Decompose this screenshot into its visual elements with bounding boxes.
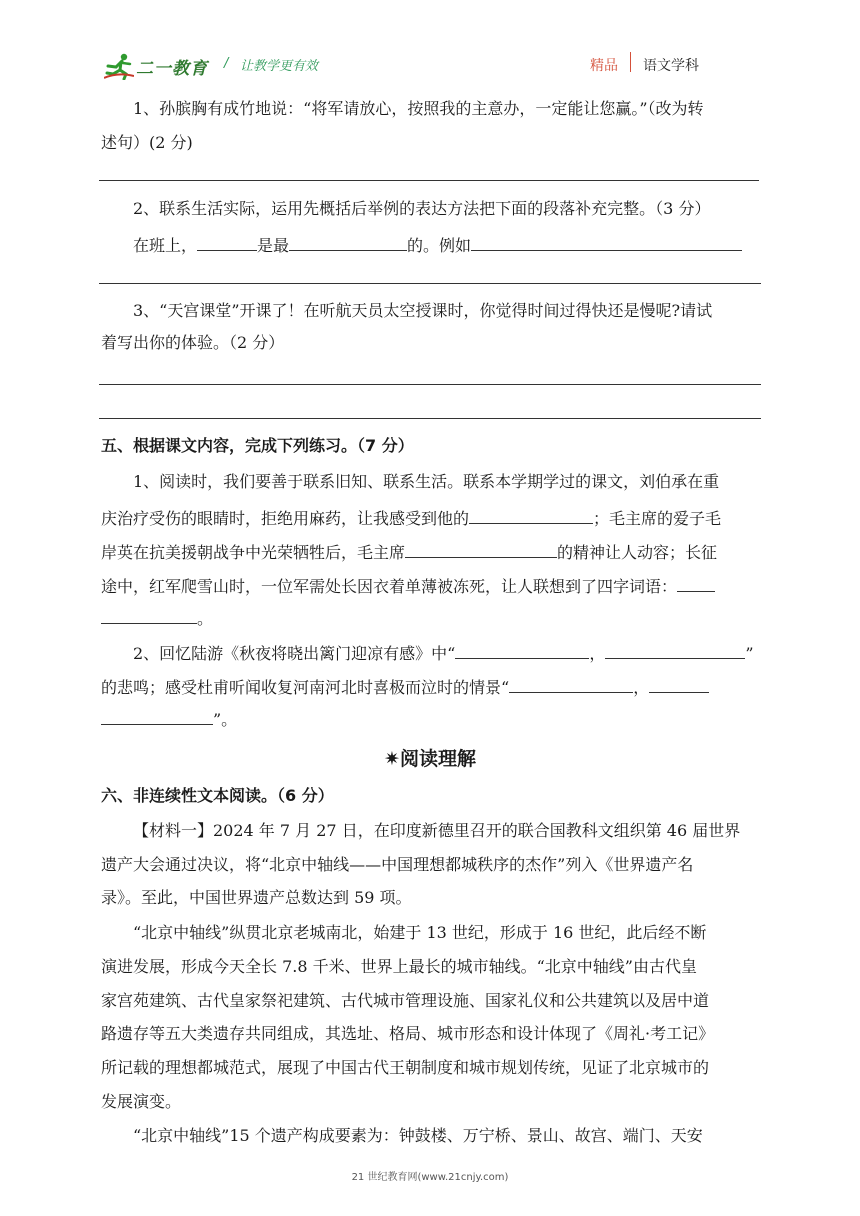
material2-line3: 家宫苑建筑、古代皇家祭祀建筑、古代城市管理设施、国家礼仪和公共建筑以及居中道 — [101, 991, 710, 1010]
answer-line[interactable] — [99, 418, 761, 419]
logo — [104, 50, 208, 82]
q6-title: 六、非连续性文本阅读。（6 分） — [101, 786, 334, 805]
fill-blank[interactable] — [289, 233, 407, 251]
section-title-reading: ✷阅读理解 — [384, 748, 476, 770]
text-segment: 是最 — [257, 236, 290, 255]
q4-item2-line1: 2、联系生活实际，运用先概括后举例的表达方法把下面的段落补充完整。（3 分） — [133, 199, 711, 218]
text-segment: 岸英在抗美援朝战争中光荣牺牲后，毛主席 — [101, 543, 406, 562]
text-segment: 2、回忆陆游《秋夜将晓出篱门迎凉有感》中“ — [133, 644, 456, 663]
q4-item1-line1: 1、孙膑胸有成竹地说：“将军请放心，按照我的主意办，一定能让您赢。”（改为转 — [133, 99, 704, 118]
text-segment: 的精神让人动容；长征 — [557, 543, 718, 562]
material2-line4: 路遗存等五大类遗存共同组成，其选址、格局、城市形态和设计体现了《周礼·考工记》 — [101, 1024, 715, 1043]
q5-p2-line2 — [101, 675, 709, 698]
material1-line3: 录》。至此，中国世界遗产总数达到 59 项。 — [101, 888, 412, 907]
q5-p2-line1 — [133, 641, 754, 664]
material1-line1: 【材料一】2024 年 7 月 27 日，在印度新德里召开的联合国教科文组织第 46 届世界 — [133, 821, 741, 840]
material3-line1: “北京中轴线”15 个遗产构成要素为：钟鼓楼、万宁桥、景山、故宫、端门、天安 — [133, 1126, 703, 1145]
fill-blank[interactable] — [101, 606, 197, 624]
quality-tag: 精品 — [590, 58, 618, 74]
text-segment: ” — [745, 644, 754, 663]
q5-p1-line3 — [101, 540, 717, 563]
text-segment: 庆治疗受伤的眼睛时，拒绝用麻药，让我感受到他的 — [101, 509, 470, 528]
fill-blank[interactable] — [649, 675, 709, 693]
slogan: 让教学更有效 — [240, 59, 319, 74]
material2-line2: 演进发展，形成今天全长 7.8 千米、世界上最长的城市轴线。“北京中轴线”由古代皇 — [101, 957, 697, 976]
text-segment: ， — [633, 678, 650, 697]
material2-line5: 所记载的理想都城范式，展现了中国古代王朝制度和城市规划传统，见证了北京城市的 — [101, 1058, 710, 1077]
answer-line[interactable] — [99, 283, 761, 284]
fill-blank[interactable] — [197, 233, 257, 251]
text-segment: ”。 — [213, 710, 238, 729]
text-segment: ；毛主席的爱子毛 — [593, 509, 722, 528]
q4-item3-line1: 3、“天宫课堂”开课了！在听航天员太空授课时，你觉得时间过得快还是慢呢?请试 — [133, 301, 713, 320]
fill-blank[interactable] — [471, 233, 742, 251]
slogan-separator: / — [224, 56, 229, 71]
fill-blank[interactable] — [455, 641, 589, 659]
running-figure-icon — [104, 52, 134, 80]
text-segment: 的悲鸣；感受杜甫听闻收复河南河北时喜极而泣时的情景“ — [101, 678, 510, 697]
q5-p1-line4 — [101, 574, 715, 597]
text-segment: 。 — [197, 609, 214, 628]
text-segment: 的。例如 — [407, 236, 472, 255]
fill-blank[interactable] — [605, 641, 745, 659]
answer-line[interactable] — [99, 384, 761, 385]
subject-tag: 语文学科 — [643, 58, 699, 74]
material1-line2: 遗产大会通过决议，将“北京中轴线——中国理想都城秩序的杰作”列入《世界遗产名 — [101, 855, 694, 874]
material2-line6: 发展演变。 — [101, 1092, 182, 1111]
logo-text: 二一教育 — [136, 58, 208, 79]
fill-blank[interactable] — [677, 574, 715, 592]
material2-line1: “北京中轴线”纵贯北京老城南北，始建于 13 世纪，形成于 16 世纪，此后经不断 — [133, 923, 707, 942]
text-segment: 途中，红军爬雪山时，一位军需处长因衣着单薄被冻死，让人联想到了四字词语： — [101, 577, 678, 596]
tag-divider — [630, 52, 631, 72]
q5-p1-line1: 1、阅读时，我们要善于联系旧知、联系生活。联系本学期学过的课文，刘伯承在重 — [133, 472, 720, 491]
text-segment: ， — [589, 644, 606, 663]
q4-item1-line2: 述句）(2 分) — [101, 133, 193, 152]
fill-blank[interactable] — [101, 707, 213, 725]
fill-blank[interactable] — [509, 675, 633, 693]
q4-item2-line2 — [133, 233, 742, 256]
fill-blank[interactable] — [469, 506, 593, 524]
q5-title: 五、根据课文内容，完成下列练习。（7 分） — [101, 436, 414, 455]
q5-p2-line3 — [101, 707, 237, 730]
q5-p1-line5 — [101, 606, 213, 629]
q5-p1-line2 — [101, 506, 721, 529]
answer-line[interactable] — [99, 180, 759, 181]
fill-blank[interactable] — [405, 540, 557, 558]
page-footer: 21 世纪教育网(www.21cnjy.com) — [351, 1172, 509, 1183]
q4-item3-line2: 着写出你的体验。（2 分） — [101, 333, 285, 352]
text-segment: 在班上， — [133, 236, 198, 255]
